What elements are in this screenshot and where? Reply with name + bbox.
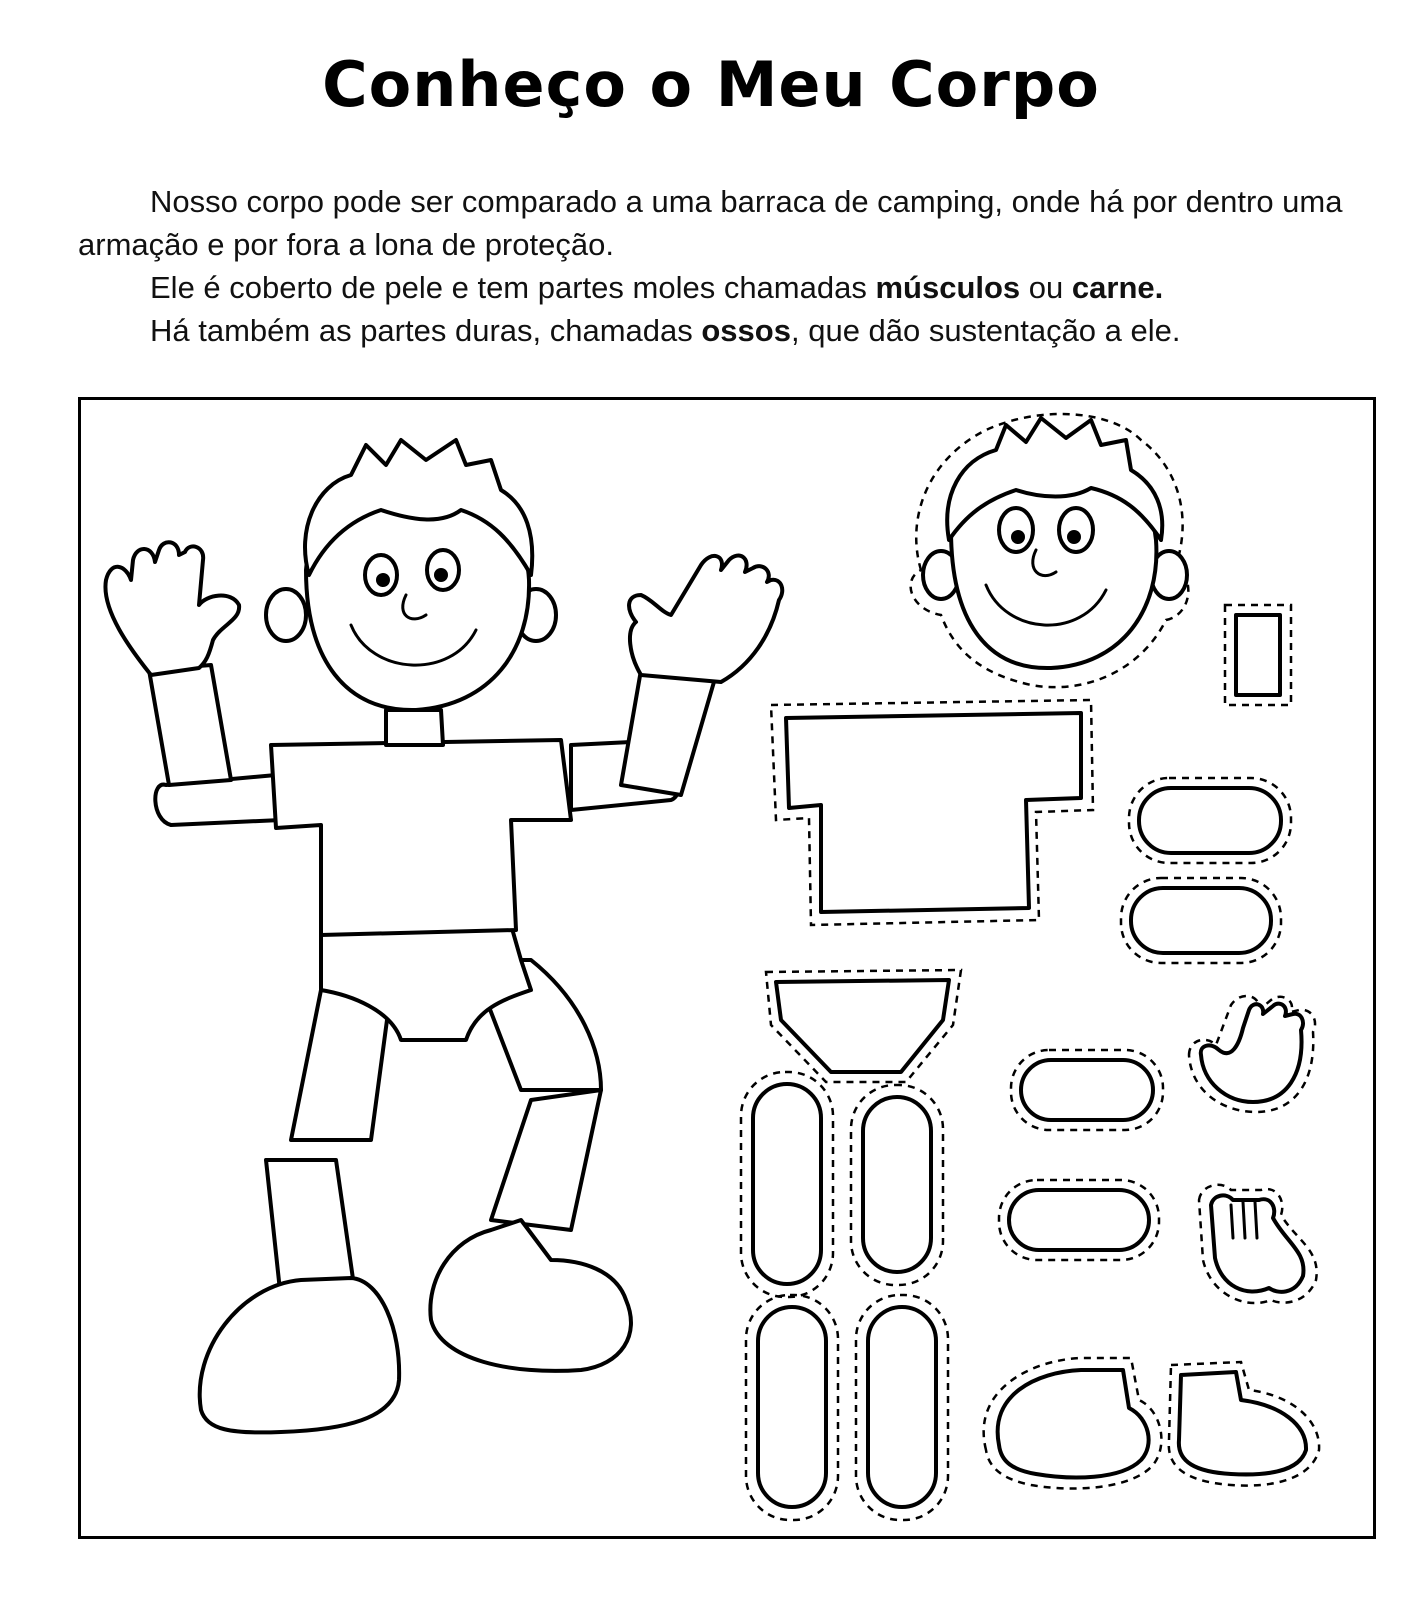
cutout-upper-arm-2 <box>1121 878 1281 963</box>
cutout-thigh-2 <box>851 1085 943 1285</box>
right-forearm <box>621 670 716 795</box>
cutout-forearm-2 <box>999 1180 1159 1260</box>
shirt <box>271 740 571 935</box>
paragraph-2-text: Ele é coberto de pele e tem partes moles chamadas <box>150 270 876 305</box>
cutout-shoe-2 <box>1169 1362 1319 1486</box>
right-hand <box>629 556 782 682</box>
cutout-pieces <box>741 414 1319 1520</box>
paragraph-2-connector: ou <box>1020 270 1072 305</box>
left-hand <box>105 542 239 675</box>
cutout-forearm-1 <box>1011 1050 1163 1130</box>
cutout-shirt <box>771 700 1093 925</box>
cutout-shin-2 <box>856 1295 948 1520</box>
intro-text <box>78 180 1378 352</box>
cutout-head <box>911 414 1189 687</box>
cutout-shorts <box>766 970 961 1082</box>
paragraph-3-text: Há também as partes duras, chamadas <box>150 313 702 348</box>
paragraph-3-tail: , que dão sustentação a ele. <box>790 313 1181 348</box>
activity-illustration <box>81 400 1373 1536</box>
paragraph-2 <box>78 266 1378 309</box>
left-forearm <box>149 665 231 785</box>
page-title: Conheço o Meu Corpo <box>322 48 1100 121</box>
cutout-hand-2 <box>1199 1185 1317 1303</box>
keyword-musculos: músculos <box>875 270 1021 305</box>
boy-figure <box>105 440 782 1432</box>
cutout-neck <box>1225 605 1291 705</box>
neck <box>386 710 443 745</box>
cutout-thigh-1 <box>741 1072 833 1297</box>
cutout-hand-1 <box>1189 996 1315 1112</box>
paragraph-1: Nosso corpo pode ser comparado a uma barraca de camping, onde há por dentro uma armação e por fora a lona de proteção. <box>78 184 1343 262</box>
left-thigh <box>291 990 391 1140</box>
paragraph-3 <box>78 309 1378 352</box>
cutout-shoe-1 <box>984 1358 1162 1488</box>
left-ear <box>266 589 306 641</box>
keyword-ossos: ossos <box>701 313 791 348</box>
right-shoe <box>430 1220 631 1371</box>
boy-head <box>266 440 556 710</box>
left-shoe <box>200 1278 399 1432</box>
cutout-upper-arm-1 <box>1129 778 1291 863</box>
right-shin <box>491 1090 601 1230</box>
cutout-shin-1 <box>746 1295 838 1520</box>
activity-frame <box>78 397 1376 1539</box>
keyword-carne: carne. <box>1071 270 1164 305</box>
